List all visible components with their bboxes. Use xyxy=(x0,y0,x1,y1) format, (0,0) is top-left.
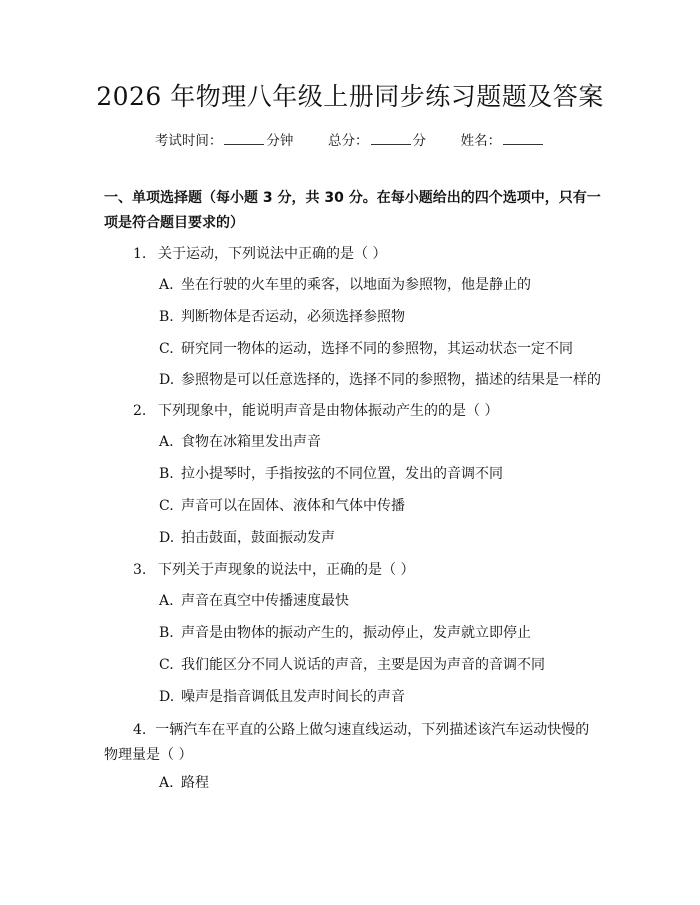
question-number: 2. xyxy=(133,403,147,419)
option-letter: D. xyxy=(159,530,175,546)
question-number: 4. xyxy=(133,722,147,738)
time-unit: 分钟 xyxy=(266,133,294,149)
option-text: 判断物体是否运动，必须选择参照物 xyxy=(181,309,405,325)
score-label: 总分： xyxy=(328,133,369,149)
question-1 xyxy=(133,242,603,267)
name-blank xyxy=(503,132,543,145)
option-1a xyxy=(159,274,609,296)
option-1d xyxy=(159,369,609,391)
option-2c xyxy=(159,495,609,517)
option-3d xyxy=(159,686,609,708)
exam-info-line xyxy=(0,131,700,151)
score-blank xyxy=(371,132,411,145)
option-text: 研究同一物体的运动，选择不同的参照物，其运动状态一定不同 xyxy=(181,341,573,357)
question-text: 一辆汽车在平直的公路上做匀速直线运动，下列描述该汽车运动快慢的物理量是（ ） xyxy=(104,722,590,763)
time-label: 考试时间： xyxy=(154,133,223,149)
option-letter: A. xyxy=(159,593,174,609)
option-2b xyxy=(159,463,609,485)
question-text: 关于运动，下列说法中正确的是（ ） xyxy=(158,246,387,262)
name-label: 姓名： xyxy=(460,133,502,149)
option-letter: A. xyxy=(159,434,174,450)
option-text: 参照物是可以任意选择的，选择不同的参照物，描述的结果是一样的 xyxy=(181,372,601,388)
option-letter: C. xyxy=(159,657,174,673)
option-3c xyxy=(159,654,609,676)
question-text: 下列现象中，能说明声音是由物体振动产生的的是（ ） xyxy=(158,403,499,419)
question-2 xyxy=(133,399,603,424)
option-4a xyxy=(159,772,609,794)
question-4 xyxy=(104,718,602,768)
section-heading: 一、单项选择题（每小题 3 分，共 30 分。在每小题给出的四个选项中，只有一项是符合题目要求的） xyxy=(104,190,601,231)
option-text: 声音在真空中传播速度最快 xyxy=(181,593,349,609)
option-letter: A. xyxy=(159,277,174,293)
option-text: 拍击鼓面，鼓面振动发声 xyxy=(181,530,335,546)
question-3 xyxy=(133,558,603,583)
option-letter: B. xyxy=(159,309,174,325)
question-number: 3. xyxy=(133,562,147,578)
option-letter: B. xyxy=(159,625,174,641)
time-blank xyxy=(224,132,264,145)
option-2d xyxy=(159,527,609,549)
option-3a xyxy=(159,590,609,612)
question-number: 1. xyxy=(133,246,147,262)
option-letter: C. xyxy=(159,498,174,514)
option-2a xyxy=(159,431,609,453)
question-text: 下列关于声现象的说法中，正确的是（ ） xyxy=(158,562,415,578)
score-unit: 分 xyxy=(412,133,426,149)
option-text: 噪声是指音调低且发声时间长的声音 xyxy=(181,689,405,705)
option-1b xyxy=(159,306,609,328)
option-letter: D. xyxy=(159,372,175,388)
page-title: 2026 年物理八年级上册同步练习题题及答案 xyxy=(96,82,604,111)
option-text: 路程 xyxy=(181,775,209,791)
option-text: 拉小提琴时，手指按弦的不同位置，发出的音调不同 xyxy=(181,466,503,482)
option-text: 声音是由物体的振动产生的，振动停止，发声就立即停止 xyxy=(181,625,531,641)
option-3b xyxy=(159,622,609,644)
option-text: 声音可以在固体、液体和气体中传播 xyxy=(181,498,405,514)
option-letter: D. xyxy=(159,689,175,705)
option-text: 我们能区分不同人说话的声音，主要是因为声音的音调不同 xyxy=(181,657,545,673)
option-1c xyxy=(159,338,609,360)
option-letter: C. xyxy=(159,341,174,357)
option-text: 坐在行驶的火车里的乘客，以地面为参照物，他是静止的 xyxy=(181,277,531,293)
option-text: 食物在冰箱里发出声音 xyxy=(181,434,321,450)
option-letter: A. xyxy=(159,775,174,791)
option-letter: B. xyxy=(159,466,174,482)
